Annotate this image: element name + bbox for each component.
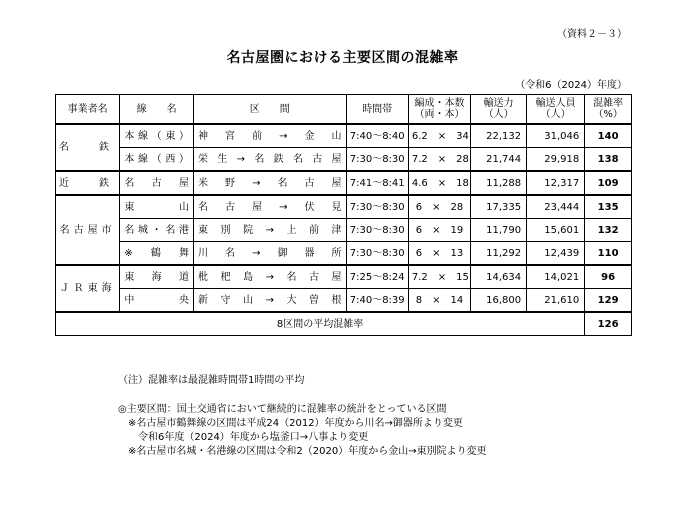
rate-cell: 132 xyxy=(585,219,632,242)
line-cell: 東山 xyxy=(120,195,194,219)
header-formation: 編成・本数 （両・本） xyxy=(408,95,470,125)
congestion-table xyxy=(55,94,632,336)
formation-cell: 6 × 28 xyxy=(408,195,470,219)
document-reference: （資料２－３） xyxy=(557,29,627,40)
note-tsurumai-change: ※名古屋市鶴舞線の区間は平成24（2012）年度から川名→御器所より変更 xyxy=(118,418,463,429)
section-cell: 神宮前→金山 xyxy=(194,124,347,148)
capacity-cell: 22,132 xyxy=(471,124,527,148)
section-cell: 米野→名古屋 xyxy=(194,171,347,195)
average-rate: 126 xyxy=(585,312,632,336)
fiscal-year-note: （令和6（2024）年度） xyxy=(515,80,627,91)
note-main-sections: ◎主要区間：国土交通省において継続的に混雑率の統計をとっている区間 xyxy=(118,404,447,415)
passengers-cell: 21,610 xyxy=(527,289,585,313)
time-cell: 7:30～8:30 xyxy=(346,195,408,219)
rate-cell: 96 xyxy=(585,265,632,289)
formation-cell: 7.2 × 15 xyxy=(408,265,470,289)
rate-cell: 140 xyxy=(585,124,632,148)
capacity-cell: 11,790 xyxy=(471,219,527,242)
rate-cell: 109 xyxy=(585,171,632,195)
table-row xyxy=(56,195,632,219)
time-cell: 7:30～8:30 xyxy=(346,219,408,242)
time-cell: 7:30～8:30 xyxy=(346,148,408,172)
passengers-cell: 31,046 xyxy=(527,124,585,148)
capacity-cell: 21,744 xyxy=(471,148,527,172)
rate-cell: 110 xyxy=(585,242,632,266)
line-cell: 中央 xyxy=(120,289,194,313)
section-cell: 名古屋→伏見 xyxy=(194,195,347,219)
table-row xyxy=(56,242,632,266)
section-cell: 川名→御器所 xyxy=(194,242,347,266)
section-cell: 新守山→大曽根 xyxy=(194,289,347,313)
header-rate: 混雑率 （%） xyxy=(585,95,632,125)
header-time: 時間帯 xyxy=(346,95,408,125)
passengers-cell: 14,021 xyxy=(527,265,585,289)
passengers-cell: 12,439 xyxy=(527,242,585,266)
table-row xyxy=(56,124,632,148)
formation-cell: 6 × 13 xyxy=(408,242,470,266)
time-cell: 7:40～8:39 xyxy=(346,289,408,313)
table-row xyxy=(56,289,632,313)
note-tsurumai-change-2024: 令和6年度（2024）年度から塩釜口→八事より変更 xyxy=(118,432,369,443)
line-cell: 名城・名港 xyxy=(120,219,194,242)
formation-cell: 7.2 × 28 xyxy=(408,148,470,172)
line-cell: 東海道 xyxy=(120,265,194,289)
header-line: 線 名 xyxy=(120,95,194,125)
line-cell: ※鶴舞 xyxy=(120,242,194,266)
operator-cell: ＪＲ東海 xyxy=(56,265,120,312)
footnote xyxy=(118,374,304,388)
operator-cell: 近 鉄 xyxy=(56,171,120,195)
line-cell: 本線（西） xyxy=(120,148,194,172)
average-row xyxy=(56,312,632,336)
operator-cell: 名 鉄 xyxy=(56,124,120,171)
passengers-cell: 15,601 xyxy=(527,219,585,242)
passengers-cell: 12,317 xyxy=(527,171,585,195)
rate-cell: 129 xyxy=(585,289,632,313)
capacity-cell: 17,335 xyxy=(471,195,527,219)
table-row xyxy=(56,219,632,242)
time-cell: 7:25～8:24 xyxy=(346,265,408,289)
line-cell: 本線（東） xyxy=(120,124,194,148)
capacity-cell: 11,288 xyxy=(471,171,527,195)
table-row xyxy=(56,265,632,289)
average-label: 8区間の平均混雑率 xyxy=(56,312,585,336)
operator-cell: 名古屋市 xyxy=(56,195,120,265)
capacity-cell: 16,800 xyxy=(471,289,527,313)
time-cell: 7:40～8:40 xyxy=(346,124,408,148)
formation-cell: 4.6 × 18 xyxy=(408,171,470,195)
header-section: 区 間 xyxy=(194,95,347,125)
header-operator: 事業者名 xyxy=(56,95,120,125)
passengers-cell: 23,444 xyxy=(527,195,585,219)
rate-cell: 138 xyxy=(585,148,632,172)
passengers-cell: 29,918 xyxy=(527,148,585,172)
capacity-cell: 11,292 xyxy=(471,242,527,266)
formation-cell: 6 × 19 xyxy=(408,219,470,242)
table-row xyxy=(56,148,632,172)
page-title: 名古屋圏における主要区間の混雑率 xyxy=(226,50,459,66)
capacity-cell: 14,634 xyxy=(471,265,527,289)
line-cell: 名古屋 xyxy=(120,171,194,195)
header-passengers: 輸送人員 （人） xyxy=(527,95,585,125)
section-cell: 枇杷島→名古屋 xyxy=(194,265,347,289)
header-capacity: 輸送力 （人） xyxy=(471,95,527,125)
note-meijo-change: ※名古屋市名城・名港線の区間は令和2（2020）年度から金山→東別院より変更 xyxy=(118,446,487,457)
time-cell: 7:30～8:30 xyxy=(346,242,408,266)
section-cell: 東別院→上前津 xyxy=(194,219,347,242)
section-cell: 栄生→名鉄名古屋 xyxy=(194,148,347,172)
section-notes xyxy=(118,403,487,459)
footnote-rate-definition: （注）混雑率は最混雑時間帯1時間の平均 xyxy=(118,375,305,386)
rate-cell: 135 xyxy=(585,195,632,219)
formation-cell: 8 × 14 xyxy=(408,289,470,313)
table-row xyxy=(56,171,632,195)
formation-cell: 6.2 × 34 xyxy=(408,124,470,148)
table-header-row xyxy=(56,95,632,125)
time-cell: 7:41～8:41 xyxy=(346,171,408,195)
